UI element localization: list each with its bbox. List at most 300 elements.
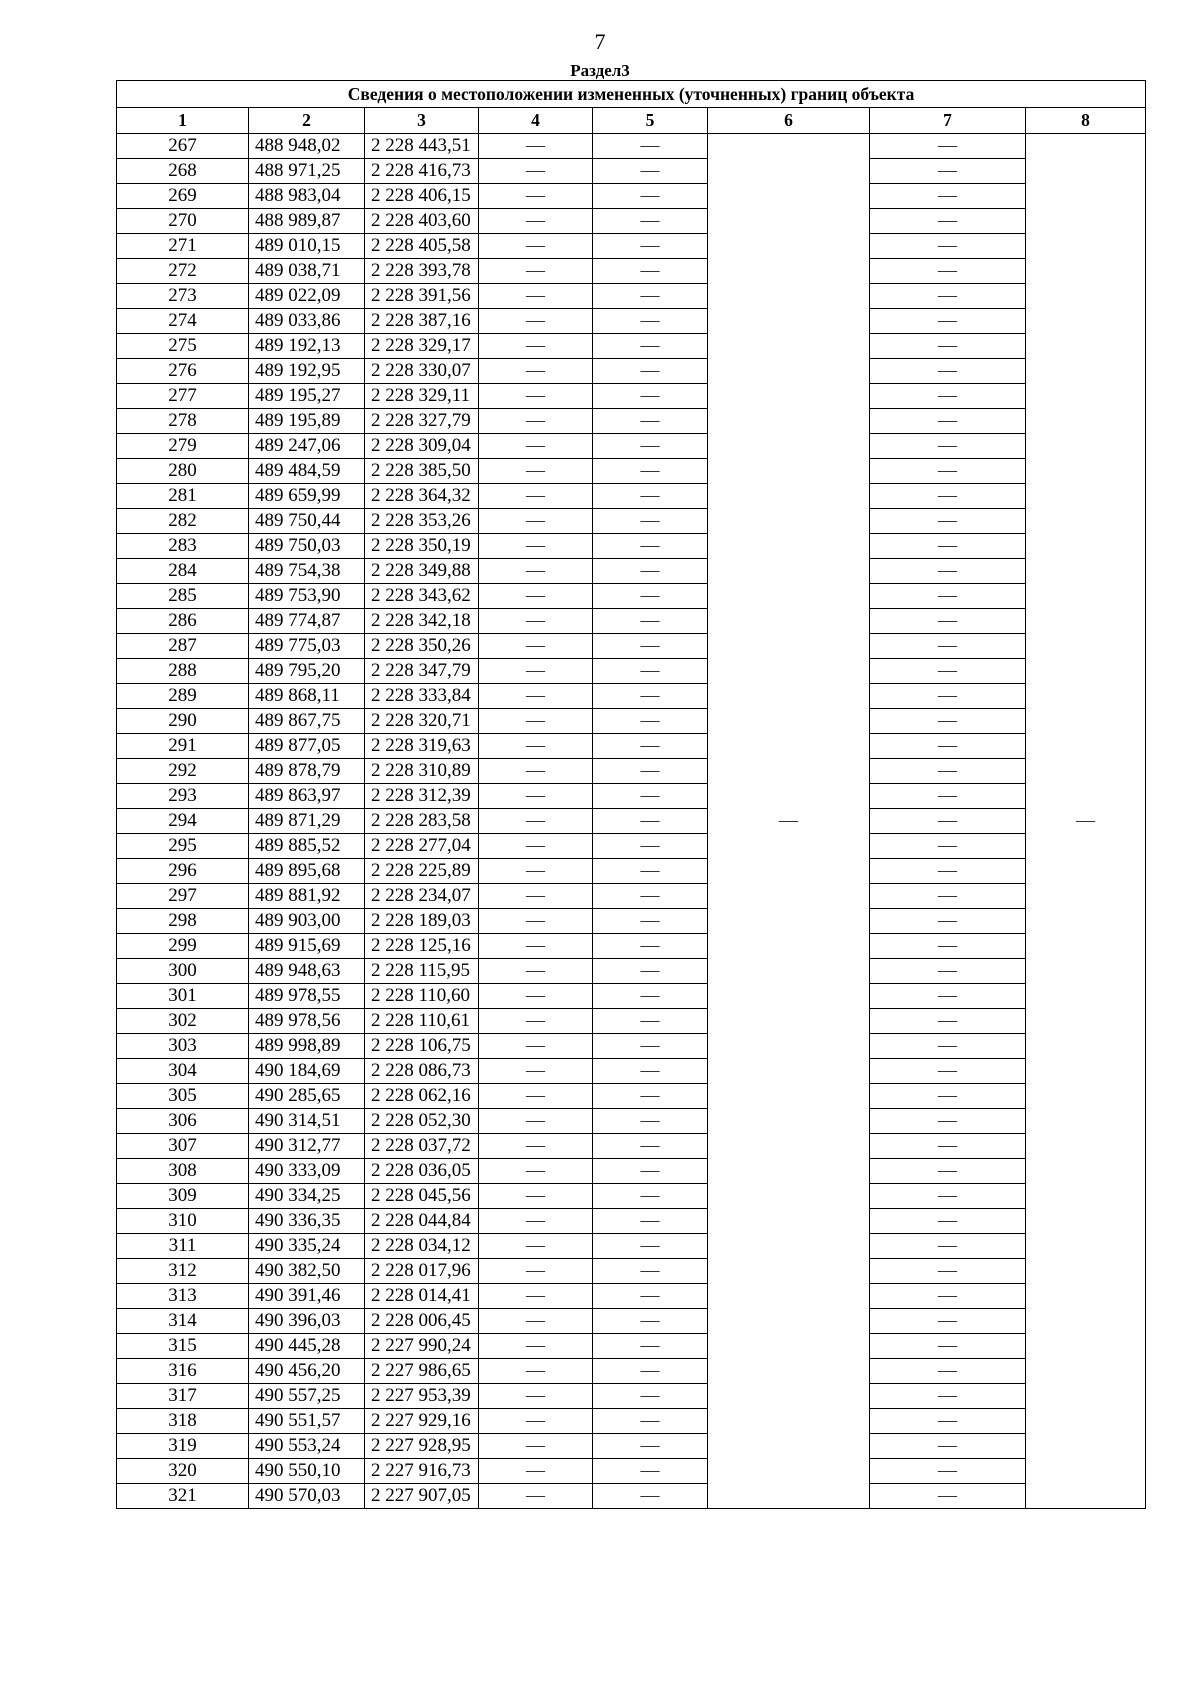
y-coordinate-cell: 2 228 125,16 — [365, 934, 479, 959]
y-coordinate-cell: 2 228 312,39 — [365, 784, 479, 809]
y-coordinate-cell: 2 228 115,95 — [365, 959, 479, 984]
table-body — [117, 134, 1146, 1509]
table-row — [117, 384, 1146, 409]
col4-dash-cell: — — [479, 1034, 593, 1059]
col7-dash-cell: — — [870, 1409, 1026, 1434]
col7-dash-cell: — — [870, 284, 1026, 309]
x-coordinate-cell: 489 903,00 — [249, 909, 365, 934]
col4-dash-cell: — — [479, 484, 593, 509]
column-number: 8 — [1026, 108, 1146, 134]
table-row — [117, 1134, 1146, 1159]
col4-dash-cell: — — [479, 684, 593, 709]
y-coordinate-cell: 2 227 953,39 — [365, 1384, 479, 1409]
point-number-cell: 276 — [117, 359, 249, 384]
col4-dash-cell: — — [479, 809, 593, 834]
col4-dash-cell: — — [479, 1334, 593, 1359]
y-coordinate-cell: 2 228 277,04 — [365, 834, 479, 859]
table-row — [117, 1259, 1146, 1284]
y-coordinate-cell: 2 228 387,16 — [365, 309, 479, 334]
x-coordinate-cell: 489 915,69 — [249, 934, 365, 959]
col4-dash-cell: — — [479, 634, 593, 659]
y-coordinate-cell: 2 228 443,51 — [365, 134, 479, 159]
col5-dash-cell: — — [593, 984, 708, 1009]
col4-dash-cell: — — [479, 1184, 593, 1209]
point-number-cell: 310 — [117, 1209, 249, 1234]
table-row — [117, 1234, 1146, 1259]
col5-dash-cell: — — [593, 1434, 708, 1459]
x-coordinate-cell: 489 033,86 — [249, 309, 365, 334]
table-row — [117, 709, 1146, 734]
column-number-row — [117, 108, 1146, 134]
point-number-cell: 292 — [117, 759, 249, 784]
col5-dash-cell: — — [593, 759, 708, 784]
y-coordinate-cell: 2 228 342,18 — [365, 609, 479, 634]
y-coordinate-cell: 2 228 385,50 — [365, 459, 479, 484]
column-number: 7 — [870, 108, 1026, 134]
col4-dash-cell: — — [479, 509, 593, 534]
col4-dash-cell: — — [479, 884, 593, 909]
col5-dash-cell: — — [593, 1484, 708, 1509]
point-number-cell: 287 — [117, 634, 249, 659]
col7-dash-cell: — — [870, 1334, 1026, 1359]
table-row — [117, 359, 1146, 384]
col5-dash-cell: — — [593, 1384, 708, 1409]
col7-dash-cell: — — [870, 1009, 1026, 1034]
col4-dash-cell: — — [479, 1384, 593, 1409]
table-row — [117, 584, 1146, 609]
col5-dash-cell: — — [593, 1234, 708, 1259]
col5-dash-cell: — — [593, 334, 708, 359]
y-coordinate-cell: 2 228 234,07 — [365, 884, 479, 909]
y-coordinate-cell: 2 228 062,16 — [365, 1084, 479, 1109]
col4-dash-cell: — — [479, 659, 593, 684]
x-coordinate-cell: 489 247,06 — [249, 434, 365, 459]
point-number-cell: 317 — [117, 1384, 249, 1409]
col7-dash-cell: — — [870, 409, 1026, 434]
x-coordinate-cell: 489 192,95 — [249, 359, 365, 384]
x-coordinate-cell: 490 336,35 — [249, 1209, 365, 1234]
point-number-cell: 304 — [117, 1059, 249, 1084]
y-coordinate-cell: 2 228 319,63 — [365, 734, 479, 759]
table-row — [117, 534, 1146, 559]
x-coordinate-cell: 489 895,68 — [249, 859, 365, 884]
table-row — [117, 259, 1146, 284]
col7-dash-cell: — — [870, 459, 1026, 484]
col7-dash-cell: — — [870, 1159, 1026, 1184]
y-coordinate-cell: 2 228 327,79 — [365, 409, 479, 434]
col7-dash-cell: — — [870, 934, 1026, 959]
col5-dash-cell: — — [593, 809, 708, 834]
col4-dash-cell: — — [479, 709, 593, 734]
col4-dash-cell: — — [479, 834, 593, 859]
x-coordinate-cell: 489 774,87 — [249, 609, 365, 634]
col7-dash-cell: — — [870, 709, 1026, 734]
point-number-cell: 290 — [117, 709, 249, 734]
point-number-cell: 291 — [117, 734, 249, 759]
point-number-cell: 280 — [117, 459, 249, 484]
col5-dash-cell: — — [593, 1309, 708, 1334]
col5-dash-cell: — — [593, 159, 708, 184]
y-coordinate-cell: 2 228 403,60 — [365, 209, 479, 234]
x-coordinate-cell: 488 983,04 — [249, 184, 365, 209]
point-number-cell: 312 — [117, 1259, 249, 1284]
col7-dash-cell: — — [870, 384, 1026, 409]
point-number-cell: 281 — [117, 484, 249, 509]
col5-dash-cell: — — [593, 909, 708, 934]
y-coordinate-cell: 2 228 017,96 — [365, 1259, 479, 1284]
x-coordinate-cell: 490 285,65 — [249, 1084, 365, 1109]
point-number-cell: 279 — [117, 434, 249, 459]
col5-dash-cell: — — [593, 884, 708, 909]
col4-dash-cell: — — [479, 609, 593, 634]
point-number-cell: 277 — [117, 384, 249, 409]
y-coordinate-cell: 2 227 990,24 — [365, 1334, 479, 1359]
col4-dash-cell: — — [479, 359, 593, 384]
col4-dash-cell: — — [479, 909, 593, 934]
table-row — [117, 609, 1146, 634]
col4-dash-cell: — — [479, 959, 593, 984]
x-coordinate-cell: 490 314,51 — [249, 1109, 365, 1134]
col7-dash-cell: — — [870, 609, 1026, 634]
col7-dash-cell: — — [870, 884, 1026, 909]
col5-dash-cell: — — [593, 234, 708, 259]
table-row — [117, 1209, 1146, 1234]
point-number-cell: 297 — [117, 884, 249, 909]
point-number-cell: 296 — [117, 859, 249, 884]
col7-dash-cell: — — [870, 184, 1026, 209]
y-coordinate-cell: 2 228 416,73 — [365, 159, 479, 184]
col7-dash-cell: — — [870, 559, 1026, 584]
col7-dash-cell: — — [870, 1109, 1026, 1134]
y-coordinate-cell: 2 227 907,05 — [365, 1484, 479, 1509]
x-coordinate-cell: 489 038,71 — [249, 259, 365, 284]
table-row — [117, 1384, 1146, 1409]
x-coordinate-cell: 488 971,25 — [249, 159, 365, 184]
col5-dash-cell: — — [593, 434, 708, 459]
y-coordinate-cell: 2 228 006,45 — [365, 1309, 479, 1334]
col7-dash-cell: — — [870, 984, 1026, 1009]
table-row — [117, 1459, 1146, 1484]
table-row — [117, 159, 1146, 184]
table-row — [117, 309, 1146, 334]
y-coordinate-cell: 2 228 014,41 — [365, 1284, 479, 1309]
y-coordinate-cell: 2 228 037,72 — [365, 1134, 479, 1159]
point-number-cell: 308 — [117, 1159, 249, 1184]
x-coordinate-cell: 489 775,03 — [249, 634, 365, 659]
col7-dash-cell: — — [870, 509, 1026, 534]
x-coordinate-cell: 490 445,28 — [249, 1334, 365, 1359]
col7-dash-cell: — — [870, 1209, 1026, 1234]
col5-dash-cell: — — [593, 1059, 708, 1084]
col7-dash-cell: — — [870, 1309, 1026, 1334]
x-coordinate-cell: 490 570,03 — [249, 1484, 365, 1509]
col5-dash-cell: — — [593, 1109, 708, 1134]
col5-dash-cell: — — [593, 684, 708, 709]
table-row — [117, 334, 1146, 359]
col7-dash-cell: — — [870, 1084, 1026, 1109]
col5-dash-cell: — — [593, 209, 708, 234]
x-coordinate-cell: 489 750,44 — [249, 509, 365, 534]
x-coordinate-cell: 489 978,55 — [249, 984, 365, 1009]
col4-dash-cell: — — [479, 784, 593, 809]
col7-dash-cell: — — [870, 809, 1026, 834]
table-row — [117, 134, 1146, 159]
col4-dash-cell: — — [479, 384, 593, 409]
col5-dash-cell: — — [593, 1459, 708, 1484]
col7-dash-cell: — — [870, 584, 1026, 609]
table-row — [117, 784, 1146, 809]
table-row — [117, 634, 1146, 659]
col5-dash-cell: — — [593, 459, 708, 484]
x-coordinate-cell: 490 335,24 — [249, 1234, 365, 1259]
col7-dash-cell: — — [870, 734, 1026, 759]
x-coordinate-cell: 489 659,99 — [249, 484, 365, 509]
col5-dash-cell: — — [593, 959, 708, 984]
col4-dash-cell: — — [479, 559, 593, 584]
col4-dash-cell: — — [479, 759, 593, 784]
point-number-cell: 321 — [117, 1484, 249, 1509]
col7-dash-cell: — — [870, 484, 1026, 509]
table-row — [117, 434, 1146, 459]
col5-dash-cell: — — [593, 1359, 708, 1384]
x-coordinate-cell: 489 750,03 — [249, 534, 365, 559]
table-row — [117, 209, 1146, 234]
col5-dash-cell: — — [593, 409, 708, 434]
y-coordinate-cell: 2 227 929,16 — [365, 1409, 479, 1434]
col7-dash-cell: — — [870, 159, 1026, 184]
point-number-cell: 314 — [117, 1309, 249, 1334]
col7-dash-cell: — — [870, 1234, 1026, 1259]
col5-dash-cell: — — [593, 559, 708, 584]
col7-dash-cell: — — [870, 1459, 1026, 1484]
col7-dash-cell: — — [870, 259, 1026, 284]
y-coordinate-cell: 2 228 330,07 — [365, 359, 479, 384]
point-number-cell: 319 — [117, 1434, 249, 1459]
col7-dash-cell: — — [870, 334, 1026, 359]
point-number-cell: 288 — [117, 659, 249, 684]
x-coordinate-cell: 489 978,56 — [249, 1009, 365, 1034]
x-coordinate-cell: 490 557,25 — [249, 1384, 365, 1409]
col4-dash-cell: — — [479, 534, 593, 559]
y-coordinate-cell: 2 227 916,73 — [365, 1459, 479, 1484]
col7-dash-cell: — — [870, 534, 1026, 559]
col5-dash-cell: — — [593, 784, 708, 809]
col4-dash-cell: — — [479, 134, 593, 159]
point-number-cell: 272 — [117, 259, 249, 284]
y-coordinate-cell: 2 228 329,11 — [365, 384, 479, 409]
col7-dash-cell: — — [870, 834, 1026, 859]
col7-dash-cell: — — [870, 659, 1026, 684]
point-number-cell: 286 — [117, 609, 249, 634]
table-row — [117, 909, 1146, 934]
col4-dash-cell: — — [479, 234, 593, 259]
y-coordinate-cell: 2 228 405,58 — [365, 234, 479, 259]
col7-dash-cell: — — [870, 1184, 1026, 1209]
table-row — [117, 234, 1146, 259]
x-coordinate-cell: 489 195,89 — [249, 409, 365, 434]
col7-dash-cell: — — [870, 309, 1026, 334]
point-number-cell: 270 — [117, 209, 249, 234]
y-coordinate-cell: 2 228 310,89 — [365, 759, 479, 784]
col4-dash-cell: — — [479, 1209, 593, 1234]
point-number-cell: 318 — [117, 1409, 249, 1434]
point-number-cell: 306 — [117, 1109, 249, 1134]
y-coordinate-cell: 2 227 986,65 — [365, 1359, 479, 1384]
x-coordinate-cell: 489 753,90 — [249, 584, 365, 609]
y-coordinate-cell: 2 228 393,78 — [365, 259, 479, 284]
col4-dash-cell: — — [479, 1009, 593, 1034]
column-number: 6 — [708, 108, 870, 134]
col5-dash-cell: — — [593, 1084, 708, 1109]
x-coordinate-cell: 490 396,03 — [249, 1309, 365, 1334]
table-row — [117, 1409, 1146, 1434]
x-coordinate-cell: 490 312,77 — [249, 1134, 365, 1159]
point-number-cell: 320 — [117, 1459, 249, 1484]
table-row — [117, 859, 1146, 884]
table-row — [117, 459, 1146, 484]
col4-dash-cell: — — [479, 584, 593, 609]
col6-merged-dash-cell: — — [708, 134, 870, 1509]
table-row — [117, 884, 1146, 909]
point-number-cell: 285 — [117, 584, 249, 609]
table-row — [117, 759, 1146, 784]
col4-dash-cell: — — [479, 1109, 593, 1134]
point-number-cell: 295 — [117, 834, 249, 859]
col4-dash-cell: — — [479, 1234, 593, 1259]
col4-dash-cell: — — [479, 934, 593, 959]
x-coordinate-cell: 489 878,79 — [249, 759, 365, 784]
table-row — [117, 1334, 1146, 1359]
x-coordinate-cell: 489 877,05 — [249, 734, 365, 759]
table-row — [117, 284, 1146, 309]
table-row — [117, 1009, 1146, 1034]
point-number-cell: 311 — [117, 1234, 249, 1259]
x-coordinate-cell: 490 333,09 — [249, 1159, 365, 1184]
col4-dash-cell: — — [479, 1484, 593, 1509]
x-coordinate-cell: 488 948,02 — [249, 134, 365, 159]
table-row — [117, 559, 1146, 584]
x-coordinate-cell: 489 484,59 — [249, 459, 365, 484]
y-coordinate-cell: 2 228 364,32 — [365, 484, 479, 509]
table-row — [117, 834, 1146, 859]
col7-dash-cell: — — [870, 684, 1026, 709]
table-row — [117, 734, 1146, 759]
point-number-cell: 309 — [117, 1184, 249, 1209]
table-row — [117, 959, 1146, 984]
col4-dash-cell: — — [479, 1159, 593, 1184]
table-row — [117, 1059, 1146, 1084]
col5-dash-cell: — — [593, 134, 708, 159]
y-coordinate-cell: 2 228 349,88 — [365, 559, 479, 584]
col5-dash-cell: — — [593, 1284, 708, 1309]
page-number: 7 — [594, 29, 606, 54]
y-coordinate-cell: 2 228 391,56 — [365, 284, 479, 309]
y-coordinate-cell: 2 228 343,62 — [365, 584, 479, 609]
y-coordinate-cell: 2 228 045,56 — [365, 1184, 479, 1209]
col5-dash-cell: — — [593, 1159, 708, 1184]
y-coordinate-cell: 2 228 353,26 — [365, 509, 479, 534]
y-coordinate-cell: 2 228 350,26 — [365, 634, 479, 659]
col5-dash-cell: — — [593, 1209, 708, 1234]
column-number: 4 — [479, 108, 593, 134]
col7-dash-cell: — — [870, 359, 1026, 384]
section-title: Раздел3 — [570, 61, 630, 80]
point-number-cell: 267 — [117, 134, 249, 159]
table-row — [117, 1284, 1146, 1309]
point-number-cell: 293 — [117, 784, 249, 809]
col4-dash-cell: — — [479, 1084, 593, 1109]
col7-dash-cell: — — [870, 784, 1026, 809]
col7-dash-cell: — — [870, 909, 1026, 934]
table-row — [117, 509, 1146, 534]
x-coordinate-cell: 490 334,25 — [249, 1184, 365, 1209]
y-coordinate-cell: 2 228 333,84 — [365, 684, 479, 709]
y-coordinate-cell: 2 228 350,19 — [365, 534, 479, 559]
col7-dash-cell: — — [870, 759, 1026, 784]
x-coordinate-cell: 489 795,20 — [249, 659, 365, 684]
table-row — [117, 1184, 1146, 1209]
table-row — [117, 484, 1146, 509]
col7-dash-cell: — — [870, 1384, 1026, 1409]
point-number-cell: 298 — [117, 909, 249, 934]
col5-dash-cell: — — [593, 184, 708, 209]
col5-dash-cell: — — [593, 734, 708, 759]
table-row — [117, 1159, 1146, 1184]
y-coordinate-cell: 2 228 347,79 — [365, 659, 479, 684]
y-coordinate-cell: 2 228 189,03 — [365, 909, 479, 934]
point-number-cell: 271 — [117, 234, 249, 259]
col4-dash-cell: — — [479, 184, 593, 209]
y-coordinate-cell: 2 228 309,04 — [365, 434, 479, 459]
table-row — [117, 1434, 1146, 1459]
col4-dash-cell: — — [479, 334, 593, 359]
point-number-cell: 299 — [117, 934, 249, 959]
x-coordinate-cell: 489 948,63 — [249, 959, 365, 984]
y-coordinate-cell: 2 227 928,95 — [365, 1434, 479, 1459]
table-row — [117, 659, 1146, 684]
point-number-cell: 294 — [117, 809, 249, 834]
col4-dash-cell: — — [479, 434, 593, 459]
col7-dash-cell: — — [870, 134, 1026, 159]
col5-dash-cell: — — [593, 584, 708, 609]
col4-dash-cell: — — [479, 984, 593, 1009]
y-coordinate-cell: 2 228 320,71 — [365, 709, 479, 734]
col8-merged-dash-cell: — — [1026, 134, 1146, 1509]
point-number-cell: 301 — [117, 984, 249, 1009]
x-coordinate-cell: 489 863,97 — [249, 784, 365, 809]
point-number-cell: 315 — [117, 1334, 249, 1359]
col4-dash-cell: — — [479, 859, 593, 884]
col5-dash-cell: — — [593, 1134, 708, 1159]
x-coordinate-cell: 490 382,50 — [249, 1259, 365, 1284]
table-row — [117, 984, 1146, 1009]
col7-dash-cell: — — [870, 209, 1026, 234]
col7-dash-cell: — — [870, 1259, 1026, 1284]
col4-dash-cell: — — [479, 159, 593, 184]
y-coordinate-cell: 2 228 086,73 — [365, 1059, 479, 1084]
y-coordinate-cell: 2 228 329,17 — [365, 334, 479, 359]
point-number-cell: 302 — [117, 1009, 249, 1034]
col7-dash-cell: — — [870, 234, 1026, 259]
x-coordinate-cell: 490 553,24 — [249, 1434, 365, 1459]
y-coordinate-cell: 2 228 406,15 — [365, 184, 479, 209]
point-number-cell: 289 — [117, 684, 249, 709]
col5-dash-cell: — — [593, 1034, 708, 1059]
point-number-cell: 303 — [117, 1034, 249, 1059]
point-number-cell: 284 — [117, 559, 249, 584]
x-coordinate-cell: 489 192,13 — [249, 334, 365, 359]
point-number-cell: 283 — [117, 534, 249, 559]
